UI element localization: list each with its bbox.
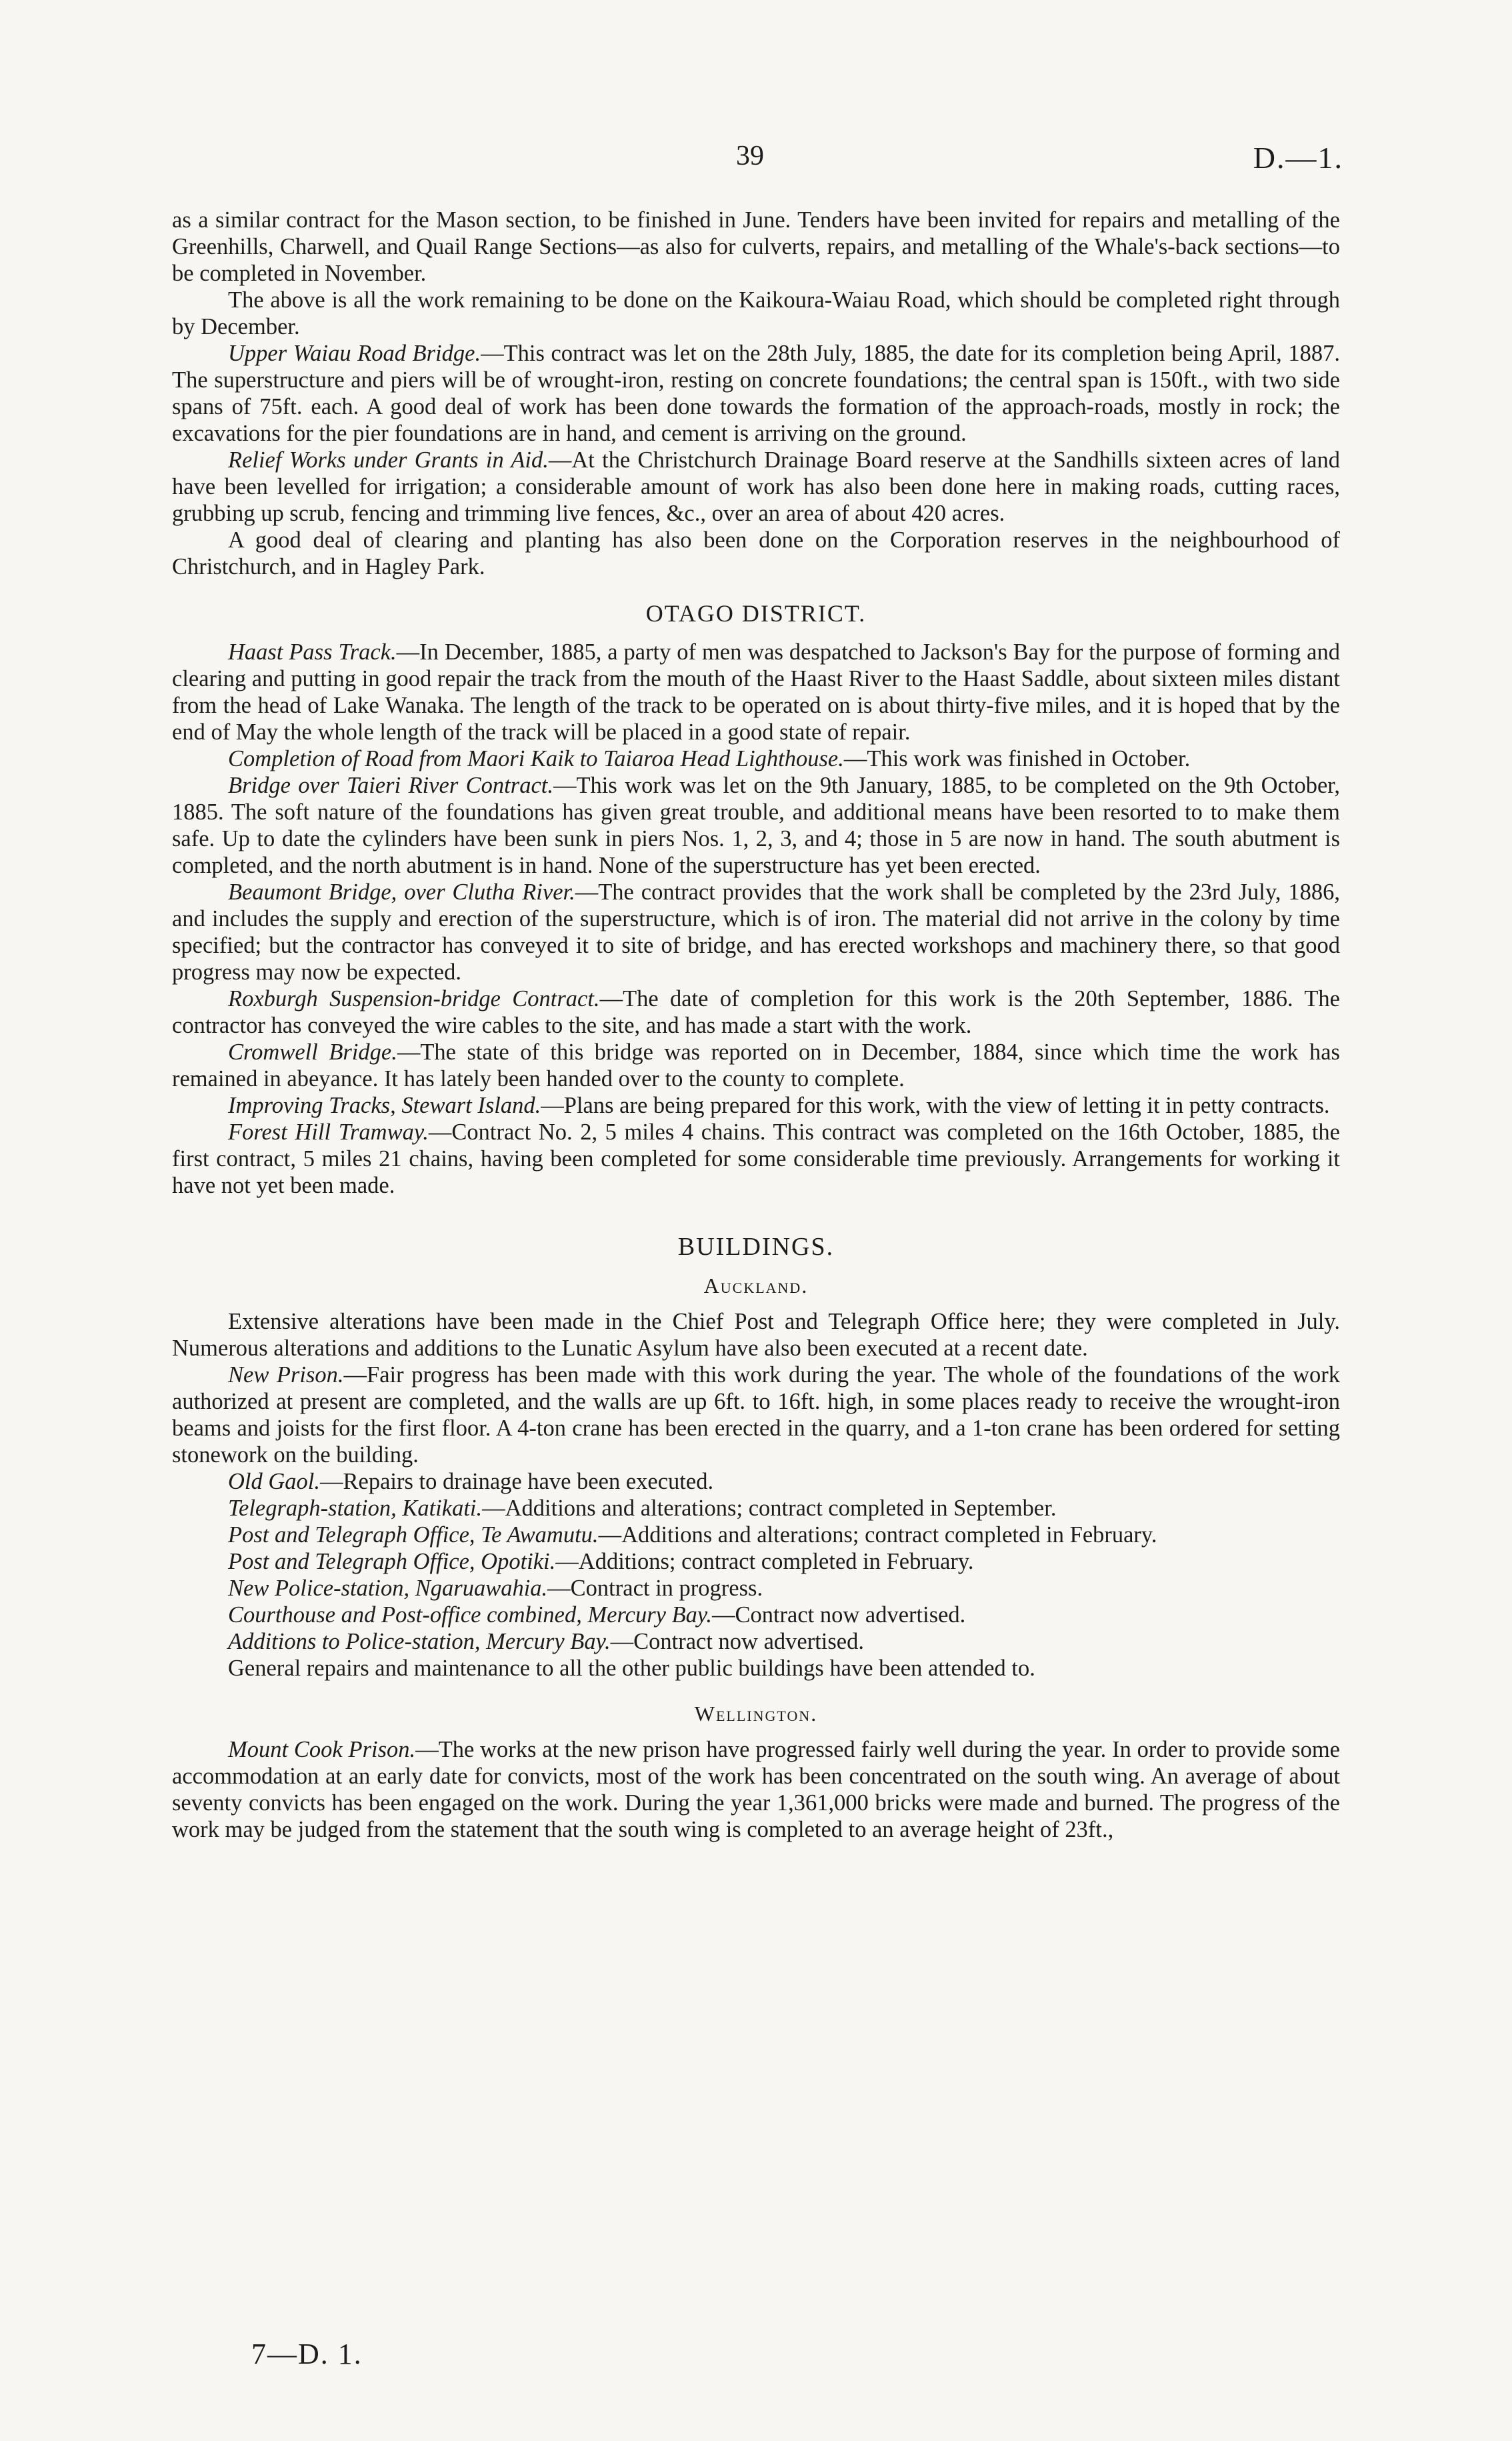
paragraph: Extensive alterations have been made in the Chief Post and Telegraph Office here; they were completed in July. Numerous alterations and additions to the Lunatic Asylum have also been executed at a recent date.	[172, 1309, 1340, 1361]
section-heading: OTAGO DISTRICT.	[645, 600, 867, 627]
paragraph-title: Mount Cook Prison.	[228, 1737, 416, 1762]
paragraph: A good deal of clearing and planting has also been done on the Corporation reserves in the neighbourhood of Christchurch, and in Hagley Park.	[172, 527, 1340, 579]
paragraph: Cromwell Bridge.—The state of this bridge was reported on in December, 1884, since which time the work has remained in abeyance. It has lately been handed over to the county to complete.	[172, 1039, 1340, 1091]
section-heading: BUILDINGS.	[677, 1233, 835, 1261]
paragraph: Additions to Police-station, Mercury Bay.—Contract now advertised.	[228, 1629, 864, 1654]
subsection-heading: Wellington.	[694, 1702, 818, 1726]
paragraph-title: Forest Hill Tramway.	[228, 1119, 429, 1145]
paragraph-title: Courthouse and Post-office combined, Mercury Bay.	[228, 1602, 712, 1628]
paragraph-title: Completion of Road from Maori Kaik to Taiaroa Head Lighthouse.	[228, 746, 844, 771]
paragraph-title: Roxburgh Suspension-bridge Contract.	[228, 986, 600, 1011]
paragraph-title: New Prison.	[228, 1362, 344, 1388]
paragraph-title: Relief Works under Grants in Aid.	[228, 447, 549, 473]
paragraph: Roxburgh Suspension-bridge Contract.—The date of completion for this work is the 20th September, 1886. The contractor has conveyed the wire cables to the site, and has made a start with the work.	[172, 986, 1340, 1038]
canterbury-continuation	[172, 207, 1340, 580]
paragraph: Post and Telegraph Office, Opotiki.—Additions; contract completed in February.	[228, 1549, 974, 1574]
paragraph-title: New Police-station, Ngaruawahia.	[228, 1576, 548, 1601]
paragraph-title: Bridge over Taieri River Contract.	[228, 773, 553, 798]
paragraph: Forest Hill Tramway.—Contract No. 2, 5 miles 4 chains. This contract was completed on the 16th October, 1885, the first contract, 5 miles 21 chains, having been completed for some considerable time previously. Arrangements for working it have not yet been made.	[172, 1119, 1340, 1198]
paragraph-title: Post and Telegraph Office, Opotiki.	[228, 1549, 556, 1574]
body-text	[172, 207, 1340, 1843]
paragraph-title: Post and Telegraph Office, Te Awamutu.	[228, 1522, 599, 1548]
paragraph-title: Additions to Police-station, Mercury Bay.	[228, 1629, 611, 1654]
paragraph-title: Old Gaol.	[228, 1469, 320, 1494]
otago-district-section	[172, 600, 1340, 1199]
paragraph: The above is all the work remaining to be done on the Kaikoura-Waiau Road, which should be completed right through by December.	[172, 287, 1340, 339]
paragraph-title: Improving Tracks, Stewart Island.	[228, 1093, 541, 1118]
printer-signature-mark: 7—D. 1.	[251, 2338, 363, 2370]
page-number: 39	[736, 141, 764, 171]
paragraph: Upper Waiau Road Bridge.—This contract was let on the 28th July, 1885, the date for its completion being April, 1887. The superstructure and piers will be of wrought-iron, resting on concrete foundations; the central span is 150ft., with two side spans of 75ft. each. A good deal of work has been done towards the formation of the approach-roads, mostly in rock; the excavations for the pier foundations are in hand, and cement is arriving on the ground.	[172, 341, 1340, 446]
paragraph: as a similar contract for the Mason section, to be finished in June. Tenders have been invited for repairs and metalling of the Greenhills, Charwell, and Quail Range Sections—as also for culverts, repairs, and metalling of the Whale's-back sections—to be completed in November.	[172, 207, 1340, 286]
buildings-section	[172, 1234, 1340, 1843]
paragraph: Bridge over Taieri River Contract.—This work was let on the 9th January, 1885, to be completed on the 9th October, 1885. The soft nature of the foundations has given great trouble, and additional means have been resorted to to make them safe. Up to date the cylinders have been sunk in piers Nos. 1, 2, 3, and 4; those in 5 are now in hand. The south abutment is completed, and the north abutment is in hand. None of the superstructure has yet been erected.	[172, 773, 1340, 878]
paragraph-title: Haast Pass Track.	[228, 639, 397, 665]
paragraph: Old Gaol.—Repairs to drainage have been executed.	[228, 1469, 714, 1494]
paragraph: Haast Pass Track.—In December, 1885, a party of men was despatched to Jackson's Bay for the purpose of forming and clearing and putting in good repair the track from the mouth of the Haast River to the Haast Saddle, about sixteen miles distant from the head of Lake Wanaka. The length of the track to be operated on is about thirty-five miles, and it is hoped that by the end of May the whole length of the track will be placed in a good state of repair.	[172, 639, 1340, 745]
subsection-heading: Auckland.	[703, 1274, 809, 1298]
document-reference: D.—1.	[1253, 141, 1343, 175]
paragraph: Improving Tracks, Stewart Island.—Plans are being prepared for this work, with the view of letting it in petty contracts.	[228, 1093, 1330, 1118]
paragraph: Telegraph-station, Katikati.—Additions and alterations; contract completed in September.	[228, 1496, 1057, 1521]
paragraph: New Prison.—Fair progress has been made with this work during the year. The whole of the foundations of the work authorized at present are completed, and the walls are up 6ft. to 16ft. high, in some places ready to receive the wrought-iron beams and joists for the first floor. A 4-ton crane has been erected in the quarry, and a 1-ton crane has been ordered for setting stonework on the building.	[172, 1362, 1340, 1468]
paragraph: Post and Telegraph Office, Te Awamutu.—Additions and alterations; contract completed in February.	[228, 1522, 1157, 1548]
paragraph-title: Upper Waiau Road Bridge.	[228, 341, 481, 366]
paragraph: New Police-station, Ngaruawahia.—Contract in progress.	[228, 1576, 763, 1601]
paragraph: Relief Works under Grants in Aid.—At the Christchurch Drainage Board reserve at the Sandhills sixteen acres of land have been levelled for irrigation; a considerable amount of work has also been done here in making roads, cutting races, grubbing up scrub, fencing and trimming live fences, &c., over an area of about 420 acres.	[172, 447, 1340, 526]
page-header	[0, 140, 1512, 180]
paragraph-title: Beaumont Bridge, over Clutha River.	[228, 879, 575, 905]
paragraph: Beaumont Bridge, over Clutha River.—The contract provides that the work shall be completed by the 23rd July, 1886, and includes the supply and erection of the superstructure, which is of iron. The material did not arrive in the colony by time specified; but the contractor has conveyed it to site of bridge, and has erected workshops and machinery there, so that good progress may now be expected.	[172, 879, 1341, 985]
paragraph: Courthouse and Post-office combined, Mercury Bay.—Contract now advertised.	[228, 1602, 966, 1628]
paragraph: General repairs and maintenance to all the other public buildings have been attended to.	[228, 1656, 1035, 1681]
paragraph: Mount Cook Prison.—The works at the new prison have progressed fairly well during the year. In order to provide some accommodation at an early date for convicts, most of the work has been concentrated on the south wing. An average of about seventy convicts has been engaged on the work. During the year 1,361,000 bricks were made and burned. The progress of the work may be judged from the statement that the south wing is completed to an average height of 23ft.,	[172, 1737, 1340, 1842]
paragraph-title: Telegraph-station, Katikati.	[228, 1496, 483, 1521]
paragraph-title: Cromwell Bridge.	[228, 1039, 397, 1065]
paragraph: Completion of Road from Maori Kaik to Taiaroa Head Lighthouse.—This work was finished in October.	[228, 746, 1191, 771]
